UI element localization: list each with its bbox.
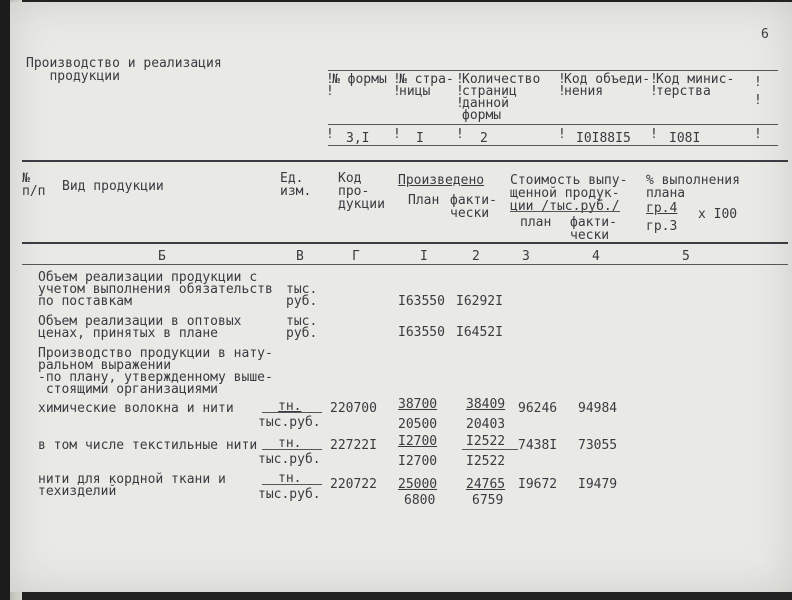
- percent-numerator: гр.4: [646, 201, 678, 216]
- col-cost-plan-header: план: [520, 215, 552, 230]
- form-header-top-rule: [328, 70, 778, 71]
- table-row-code: 22722I: [330, 438, 377, 453]
- percent-denominator: гр.3: [646, 219, 678, 234]
- page-count-label: Количество страниц данной формы: [462, 72, 541, 123]
- table-row-plan-2: 6800: [404, 493, 436, 508]
- col-percent-header: % выполнения плана: [646, 173, 740, 201]
- unit-fraction-rule: [262, 449, 322, 450]
- form-header-sep-marks: ! ! !: [456, 72, 464, 111]
- table-row-name: нити для кордной ткани и техизделий: [38, 472, 226, 499]
- form-header-sep-marks: !: [393, 127, 401, 142]
- column-letter: I: [420, 249, 428, 264]
- form-header-sep-marks: ! !: [650, 72, 658, 99]
- table-row-plan: I63550: [398, 294, 445, 309]
- table-row-unit: тыс. руб.: [286, 314, 318, 341]
- form-header-bottom-rule: [328, 145, 778, 146]
- table-row-plan-2: 20500: [398, 417, 438, 432]
- table-row-plan: I2700: [398, 434, 438, 449]
- table-row-cost-plan: I9672: [518, 477, 558, 492]
- table-row-cost-fact: I9479: [578, 477, 618, 492]
- percent-multiplier: х I00: [698, 207, 738, 222]
- header-bottom-rule: [22, 242, 788, 244]
- table-row-unit: тыс. руб.: [286, 282, 318, 309]
- page-number-value: I: [416, 131, 424, 146]
- page-number: 6: [761, 27, 769, 42]
- form-header-sep-marks: !: [754, 127, 762, 142]
- ministry-code-label: Код минис- терства: [656, 72, 735, 99]
- table-row-plan: I63550: [398, 325, 445, 340]
- cost-header-rule: [510, 211, 620, 212]
- form-number-value: 3,I: [346, 131, 370, 146]
- col-num-header: № п/п: [22, 171, 46, 199]
- document-sheet: [10, 2, 792, 592]
- column-letter: В: [296, 249, 304, 264]
- column-letter: 3: [522, 249, 530, 264]
- table-row-unit-2: тыс.руб.: [258, 487, 321, 502]
- page-count-value: 2: [480, 131, 488, 146]
- table-row-plan: 25000: [398, 477, 438, 492]
- column-letter: 5: [682, 249, 690, 264]
- table-row-fact-2: 6759: [472, 493, 504, 508]
- unit-fraction-rule: [262, 484, 322, 485]
- form-header-sep-marks: ! !: [326, 72, 334, 99]
- table-row-fact: I2522: [466, 434, 506, 449]
- form-header-sep-marks: !: [456, 127, 464, 142]
- form-header-sep-marks: ! !: [393, 72, 401, 99]
- table-row-fact-2: 20403: [466, 417, 506, 432]
- table-row-unit: тн.: [278, 399, 302, 414]
- col-cost-fact-header: факти- чески: [570, 215, 617, 243]
- column-letter: Б: [158, 249, 166, 264]
- table-row-code: 220722: [330, 477, 377, 492]
- col-cost-header: Стоимость выпу- щенной продук- ции /тыс.руб./: [510, 173, 628, 214]
- col-plan-header: План: [408, 193, 440, 208]
- form-header-sep-marks: ! !: [558, 72, 566, 99]
- table-row-name: Производство продукции в нату- ральном выражении -по плану, утвержденному выше- стоящими организациями: [38, 346, 273, 397]
- form-header-mid-rule: [328, 124, 778, 125]
- table-row-fact: 38409: [466, 397, 506, 412]
- form-header-sep-marks: !: [558, 127, 566, 142]
- col-fact-header: факти- чески: [450, 193, 497, 221]
- letters-bottom-rule: [22, 264, 788, 265]
- table-row-fact: 24765: [466, 477, 506, 492]
- table-row-unit-2: тыс.руб.: [258, 415, 321, 430]
- association-code-label: Код объеди- нения: [564, 72, 651, 99]
- table-top-rule: [22, 160, 788, 162]
- col-produced-header: Произведено: [398, 173, 485, 188]
- table-row-name: в том числе текстильные нити: [38, 438, 258, 453]
- table-row-cost-fact: 73055: [578, 438, 618, 453]
- col-product-header: Вид продукции: [62, 179, 164, 194]
- table-row-name: Объем реализации продукции с учетом выполнения обязательств по поставкам: [38, 270, 273, 309]
- table-row-cost-plan: 96246: [518, 401, 558, 416]
- table-row-name: Объем реализации в оптовых ценах, принятых в плане: [38, 314, 242, 341]
- table-row-fact-2: I2522: [466, 454, 506, 469]
- unit-fraction-rule: [262, 412, 322, 413]
- table-row-fact: I6452I: [456, 325, 503, 340]
- form-header-sep-marks: ! !: [754, 75, 762, 108]
- table-row-plan-2: I2700: [398, 454, 438, 469]
- table-row-cost-fact: 94984: [578, 401, 618, 416]
- page-number-label: № стра- ницы: [399, 72, 454, 99]
- table-row-cost-plan: 7438I: [518, 438, 558, 453]
- ministry-code-value: I08I: [669, 131, 701, 146]
- table-row-unit-2: тыс.руб.: [258, 452, 321, 467]
- form-header-sep-marks: !: [650, 127, 658, 142]
- form-header-sep-marks: !: [326, 127, 334, 142]
- col-unit-header: Ед. изм.: [280, 171, 312, 199]
- section-title: Производство и реализация продукции: [26, 56, 222, 84]
- table-row-unit: тн.: [278, 471, 302, 486]
- table-row-code: 220700: [330, 401, 377, 416]
- association-code-value: I0I88I5: [576, 131, 631, 146]
- column-letter: 2: [472, 249, 480, 264]
- fact-fraction-rule: [462, 449, 518, 450]
- column-letter: 4: [592, 249, 600, 264]
- table-row-unit: тн.: [278, 436, 302, 451]
- table-row-plan: 38700: [398, 397, 438, 412]
- form-number-label: № формы: [332, 72, 387, 87]
- table-row-name: химические волокна и нити: [38, 401, 234, 416]
- col-code-header: Код про- дукции: [338, 171, 385, 212]
- column-letter: Г: [352, 249, 360, 264]
- table-row-fact: I6292I: [456, 294, 503, 309]
